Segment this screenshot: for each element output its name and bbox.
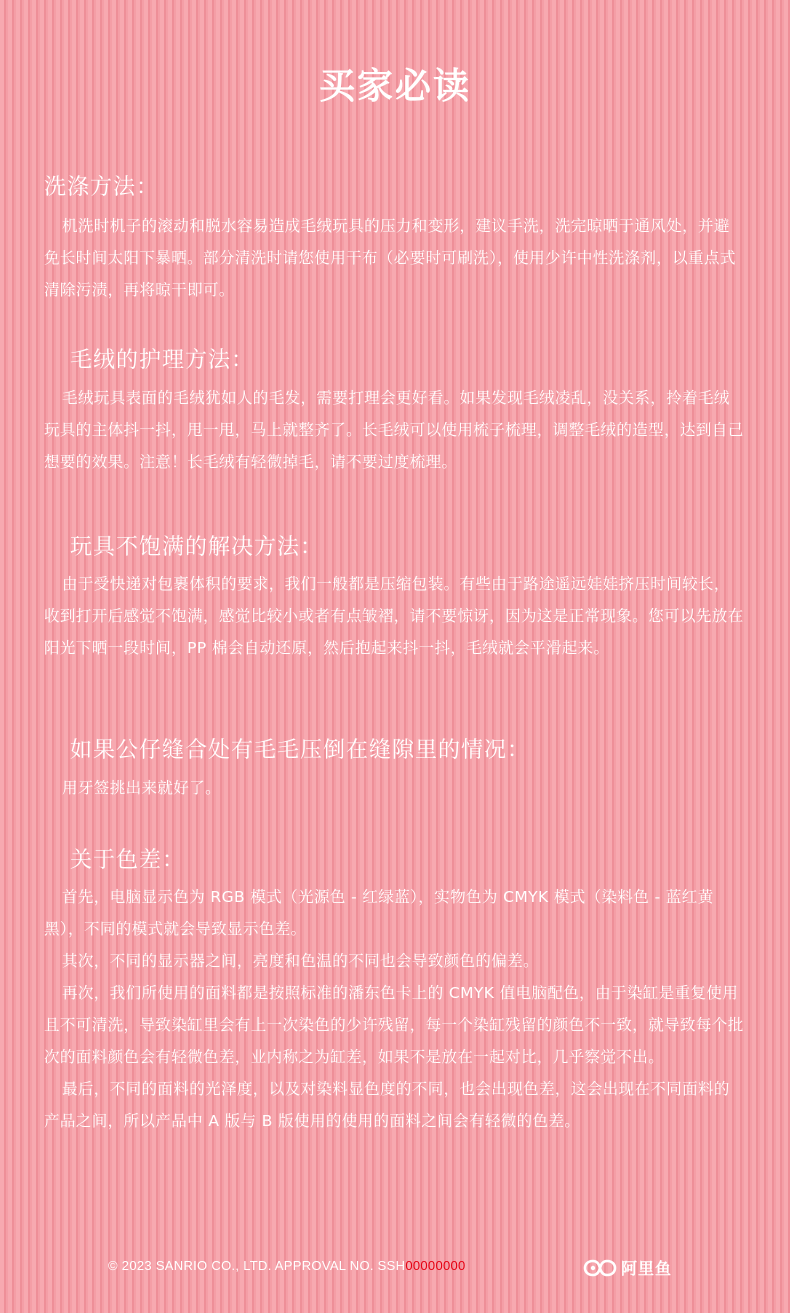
infinity-logo-icon bbox=[583, 1257, 617, 1279]
section-body-washing bbox=[44, 210, 744, 306]
approval-number: 00000000 bbox=[405, 1258, 466, 1273]
paragraph: 其次，不同的显示器之间，亮度和色温的不同也会导致颜色的偏差。 bbox=[62, 952, 540, 970]
copyright-notice bbox=[108, 1258, 466, 1273]
section-body-seam-fur bbox=[44, 772, 744, 804]
section-body-unfilled-toy bbox=[44, 568, 744, 664]
paragraph: 最后，不同的面料的光泽度，以及对染料显色度的不同，也会出现色差，这会出现在不同面料的产品之间，所以产品中 A 版与 B 版使用的使用的面料之间会有轻微的色差。 bbox=[44, 1080, 730, 1130]
paragraph: 由于受快递对包裹体积的要求，我们一般都是压缩包装。有些由于路途遥远娃娃挤压时间较长，收到打开后感觉不饱满，感觉比较小或者有点皱褶，请不要惊讶，因为这是正常现象。您可以先放在阳光下晒一段时间，PP 棉会自动还原，然后抱起来抖一抖，毛绒就会平滑起来。 bbox=[44, 575, 744, 657]
section-heading-seam-fur: 如果公仔缝合处有毛毛压倒在缝隙里的情况： bbox=[70, 738, 531, 763]
section-heading-color-difference: 关于色差： bbox=[70, 848, 186, 873]
paragraph: 毛绒玩具表面的毛绒犹如人的毛发，需要打理会更好看。如果发现毛绒凌乱，没关系，拎着毛绒玩具的主体抖一抖，甩一甩，马上就整齐了。长毛绒可以使用梳子梳理，调整毛绒的造型，达到自己想要的效果。注意！长毛绒有轻微掉毛，请不要过度梳理。 bbox=[44, 389, 744, 471]
section-heading-unfilled-toy: 玩具不饱满的解决方法： bbox=[70, 535, 324, 560]
paragraph: 首先，电脑显示色为 RGB 模式（光源色 - 红绿蓝），实物色为 CMYK 模式（染料色 - 蓝红黄黑），不同的模式就会导致显示色差。 bbox=[44, 888, 714, 938]
section-heading-washing: 洗涤方法： bbox=[44, 175, 160, 200]
brand-logo bbox=[583, 1256, 672, 1279]
section-heading-plush-care: 毛绒的护理方法： bbox=[70, 348, 255, 373]
page-title: 买家必读 bbox=[318, 66, 471, 107]
paragraph: 再次，我们所使用的面料都是按照标准的潘东色卡上的 CMYK 值电脑配色，由于染缸是重复使用且不可清洗，导致染缸里会有上一次染色的少许残留，每一个染缸残留的颜色不一致，就导致每个批次的面料颜色会有轻微色差，业内称之为缸差，如果不是放在一起对比，几乎察觉不出。 bbox=[44, 984, 744, 1066]
section-body-plush-care bbox=[44, 382, 744, 478]
section-body-color-difference bbox=[44, 881, 744, 1137]
paragraph: 机洗时机子的滚动和脱水容易造成毛绒玩具的压力和变形，建议手洗，洗完晾晒于通风处，并避免长时间太阳下暴晒。部分清洗时请您使用干布（必要时可刷洗），使用少许中性洗涤剂，以重点式清除污渍，再将晾干即可。 bbox=[44, 217, 736, 299]
brand-name: 阿里鱼 bbox=[621, 1259, 673, 1278]
footer bbox=[0, 1256, 790, 1280]
copyright-text: © 2023 SANRIO CO., LTD. APPROVAL NO. SSH bbox=[108, 1258, 406, 1273]
paragraph: 用牙签挑出来就好了。 bbox=[62, 779, 222, 797]
